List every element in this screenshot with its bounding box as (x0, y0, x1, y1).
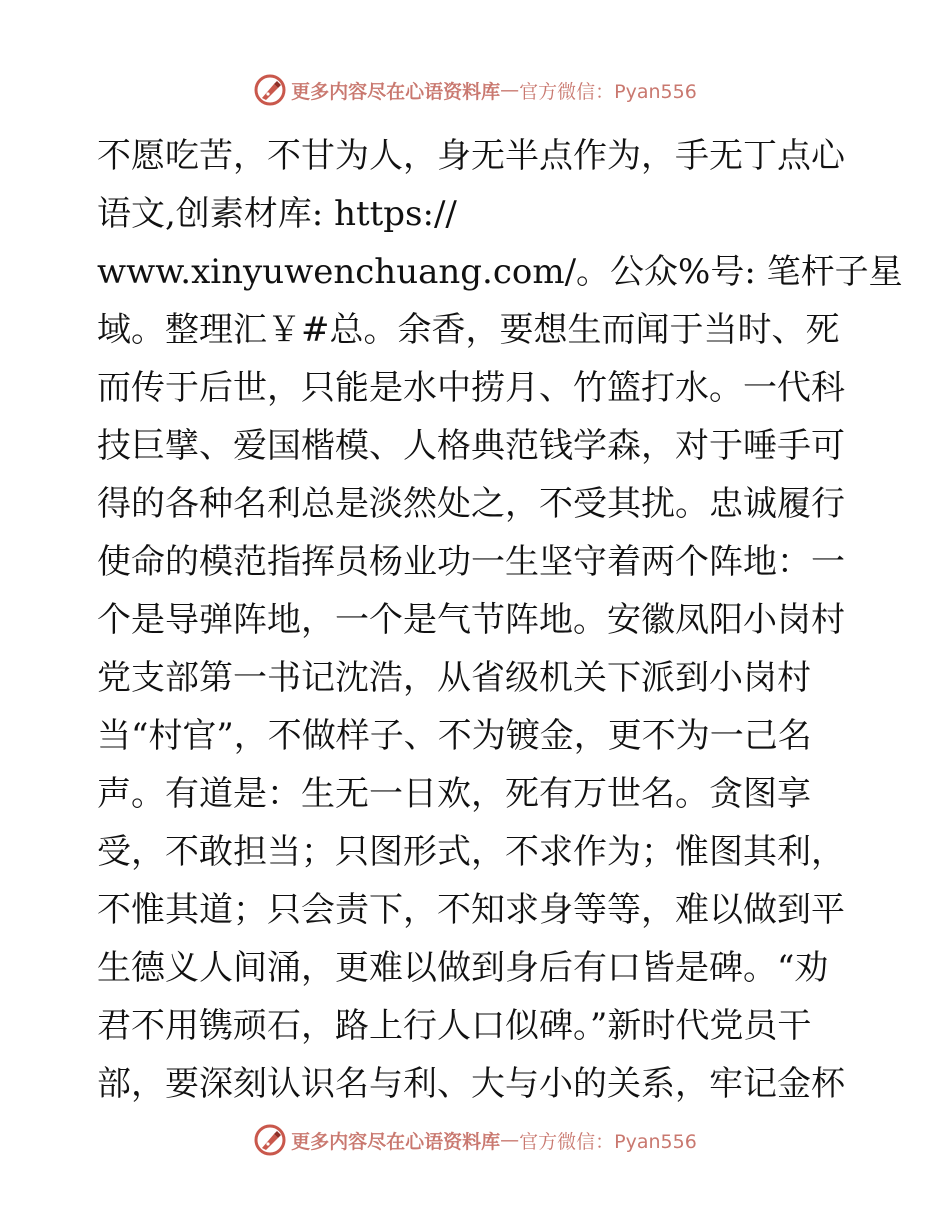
body-line: 技巨擘、爱国楷模、人格典范钱学森，对于唾手可 (97, 426, 845, 466)
body-line: 域。整理汇￥#总。余香，要想生而闻于当时、死 (97, 310, 840, 350)
body-line: 语文,创素材库: https:// (97, 194, 457, 234)
footer-wechat-text: 官方微信：Pyan556 (519, 1130, 697, 1153)
document-body (97, 127, 903, 1113)
body-line: 声。有道是：生无一日欢，死有万世名。贪图享 (97, 774, 811, 814)
body-line: 部，要深刻认识名与利、大与小的关系，牢记金杯 (97, 1064, 845, 1104)
header-brand-text: 更多内容尽在心语资料库 (291, 80, 501, 103)
body-line: 生德义人间涌，更难以做到身后有口皆是碑。“劝 (97, 948, 829, 988)
body-line: 不愿吃苦，不甘为人，身无半点作为，手无丁点心 (97, 136, 845, 176)
pen-nib-logo-icon (253, 1123, 287, 1157)
footer-brand-text: 更多内容尽在心语资料库 (291, 1130, 501, 1153)
body-line: 受，不敢担当；只图形式，不求作为；惟图其利， (97, 832, 845, 872)
header-separator: — (500, 79, 520, 101)
body-line: 得的各种名利总是淡然处之，不受其扰。忠诚履行 (97, 484, 845, 524)
body-line: 不惟其道；只会责下，不知求身等等，难以做到平 (97, 890, 845, 930)
footer-banner (0, 1120, 950, 1160)
body-line: 使命的模范指挥员杨业功一生坚守着两个阵地：一 (97, 542, 845, 582)
footer-separator: — (500, 1129, 520, 1151)
body-line: 党支部第一书记沈浩，从省级机关下派到小岗村 (97, 658, 811, 698)
body-line: 君不用镌顽石，路上行人口似碑。”新时代党员干 (97, 1006, 812, 1046)
pen-nib-logo-icon (253, 73, 287, 107)
header-banner (0, 70, 950, 110)
body-line: 当“村官”，不做样子、不为镀金，更不为一己名 (97, 716, 812, 756)
body-line: 而传于后世，只能是水中捞月、竹篮打水。一代科 (97, 368, 845, 408)
header-wechat-text: 官方微信：Pyan556 (519, 80, 697, 103)
body-line: 个是导弹阵地，一个是气节阵地。安徽凤阳小岗村 (97, 600, 845, 640)
body-line: www.xinyuwenchuang.com/。公众%号: 笔杆子星 (97, 252, 903, 292)
